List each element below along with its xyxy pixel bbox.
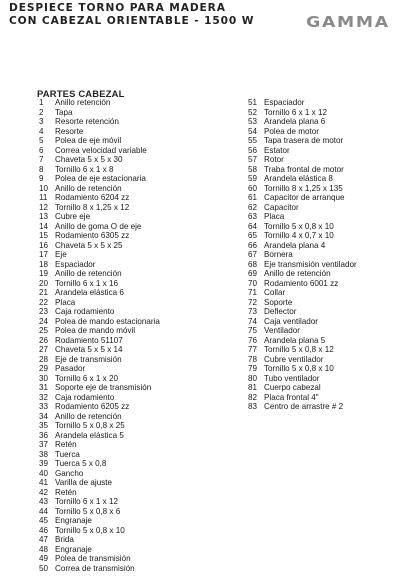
part-item — [248, 136, 398, 146]
part-name: Tapa trasera de motor — [264, 136, 344, 145]
part-number: 80 — [248, 373, 258, 383]
part-name: Collar — [264, 288, 286, 297]
part-number: 43 — [39, 497, 49, 506]
part-name: Tuerca — [55, 449, 80, 459]
part-number: 82 — [248, 392, 258, 402]
part-number: 15 — [39, 231, 49, 240]
part-item — [39, 174, 234, 184]
part-name: Rodamiento 6204 zz — [55, 193, 130, 202]
part-name: Correa de transmisión — [55, 563, 135, 573]
part-item — [248, 355, 398, 365]
part-number: 24 — [39, 316, 49, 326]
part-number: 21 — [39, 288, 49, 297]
part-item — [39, 231, 234, 241]
part-number: 12 — [39, 202, 49, 212]
part-item — [39, 545, 234, 555]
part-name: Anillo de retención — [55, 183, 122, 193]
part-name: Rodamiento 51107 — [55, 335, 123, 345]
part-name: Arandela plana 6 — [264, 117, 326, 126]
parts-list-left — [39, 98, 234, 573]
part-item — [248, 374, 398, 384]
part-item — [248, 127, 398, 137]
part-item — [248, 98, 398, 108]
part-item — [39, 317, 234, 327]
part-item — [39, 165, 234, 175]
part-number: 17 — [39, 250, 49, 259]
part-name: Pasador — [55, 364, 86, 373]
part-item — [39, 402, 234, 412]
part-number: 7 — [39, 155, 44, 164]
part-number: 4 — [39, 126, 44, 136]
part-name: Resorte retención — [55, 117, 119, 126]
part-number: 49 — [39, 554, 49, 563]
part-number: 74 — [248, 316, 258, 326]
part-item — [248, 203, 398, 213]
part-name: Centro de arrastre # 2 — [264, 402, 344, 411]
part-item — [39, 516, 234, 526]
part-item — [39, 241, 234, 251]
part-name: Tornillo 5 x 0,8 x 25 — [55, 421, 125, 430]
part-item — [248, 222, 398, 232]
part-number: 30 — [39, 373, 49, 383]
part-number: 55 — [248, 136, 258, 145]
part-number: 3 — [39, 117, 44, 126]
part-number: 45 — [39, 516, 49, 525]
part-name: Rotor — [264, 155, 284, 164]
part-item — [248, 193, 398, 203]
part-number: 57 — [248, 155, 258, 164]
part-name: Cubre ventilador — [264, 354, 324, 364]
part-name: Tornillo 8 x 1,25 x 12 — [55, 202, 130, 212]
part-number: 28 — [39, 354, 49, 364]
part-name: Espaciador — [264, 98, 305, 107]
part-name: Cuerpo cabezal — [264, 383, 321, 392]
part-name: Tuerca 5 x 0,8 — [55, 459, 107, 468]
part-number: 72 — [248, 297, 258, 307]
part-name: Placa frontal 4" — [264, 392, 319, 402]
part-item — [39, 298, 234, 308]
part-item — [248, 174, 398, 184]
part-number: 6 — [39, 145, 44, 155]
part-number: 79 — [248, 364, 258, 373]
part-item — [39, 507, 234, 517]
part-number: 76 — [248, 335, 258, 345]
part-item — [39, 212, 234, 222]
part-number: 44 — [39, 506, 49, 516]
part-name: Soporte eje de transmisión — [55, 383, 152, 392]
part-item — [39, 383, 234, 393]
part-name: Tornillo 6 x 1 x 16 — [55, 278, 118, 288]
part-number: 2 — [39, 107, 44, 117]
part-name: Tornillo 5 x 0,8 x 10 — [264, 221, 334, 231]
part-item — [39, 450, 234, 460]
part-item — [39, 374, 234, 384]
part-item — [248, 383, 398, 393]
part-name: Tornillo 4 x 0,7 x 10 — [264, 231, 334, 240]
part-number: 22 — [39, 297, 49, 307]
part-name: Anillo de retención — [55, 411, 122, 421]
part-number: 11 — [39, 193, 48, 202]
part-number: 40 — [39, 468, 49, 478]
part-item — [39, 136, 234, 146]
part-name: Retén — [55, 487, 77, 497]
part-item — [248, 155, 398, 165]
part-item — [248, 364, 398, 374]
part-name: Deflector — [264, 307, 297, 316]
part-number: 5 — [39, 136, 44, 145]
part-item — [248, 402, 398, 412]
part-name: Eje — [55, 250, 67, 259]
part-item — [248, 165, 398, 175]
part-name: Tornillo 6 x 1 x 12 — [55, 497, 118, 506]
part-name: Caja rodamiento — [55, 307, 115, 316]
part-item — [39, 478, 234, 488]
part-name: Chaveta 5 x 5 x 30 — [55, 155, 123, 164]
part-name: Tornillo 8 x 1,25 x 135 — [264, 183, 343, 193]
part-name: Arandela elástica 5 — [55, 430, 124, 440]
part-name: Rodamiento 6001 zz — [264, 278, 339, 288]
part-number: 65 — [248, 231, 258, 240]
brand-logo — [306, 13, 390, 31]
part-item — [248, 269, 398, 279]
part-item — [248, 231, 398, 241]
part-name: Placa — [55, 297, 76, 307]
part-number: 37 — [39, 440, 49, 449]
part-number: 69 — [248, 269, 258, 278]
part-item — [39, 336, 234, 346]
part-number: 1 — [39, 98, 44, 107]
part-number: 26 — [39, 335, 49, 345]
part-item — [248, 317, 398, 327]
part-item — [248, 307, 398, 317]
part-item — [248, 146, 398, 156]
part-name: Anillo de goma O de eje — [55, 221, 142, 231]
part-number: 42 — [39, 487, 49, 497]
part-name: Tubo ventilador — [264, 373, 320, 383]
part-number: 81 — [248, 383, 258, 392]
part-item — [248, 345, 398, 355]
part-name: Tornillo 5 x 0,8 x 6 — [55, 506, 121, 516]
part-number: 51 — [248, 98, 258, 107]
part-item — [39, 127, 234, 137]
part-name: Brida — [55, 535, 74, 544]
part-number: 38 — [39, 449, 49, 459]
part-item — [39, 108, 234, 118]
part-item — [39, 326, 234, 336]
part-name: Bornera — [264, 250, 293, 259]
part-number: 68 — [248, 259, 258, 269]
part-name: Tornillo 6 x 1 x 20 — [55, 373, 118, 383]
part-item — [248, 393, 398, 403]
part-item — [39, 364, 234, 374]
part-name: Engranaje — [55, 516, 92, 525]
part-item — [39, 193, 234, 203]
part-name: Eje transmisión ventilador — [264, 259, 357, 269]
part-name: Tornillo 5 x 0,8 x 10 — [55, 525, 125, 535]
part-number: 23 — [39, 307, 49, 316]
part-number: 34 — [39, 411, 49, 421]
part-name: Caja ventilador — [264, 316, 318, 326]
part-item — [39, 355, 234, 365]
part-name: Ventilador — [264, 326, 300, 335]
part-number: 39 — [39, 459, 49, 468]
part-item — [248, 212, 398, 222]
part-item — [39, 260, 234, 270]
part-number: 73 — [248, 307, 258, 316]
part-name: Anillo de retención — [55, 269, 122, 278]
part-item — [248, 117, 398, 127]
part-number: 47 — [39, 535, 49, 544]
part-name: Polea de transmisión — [55, 554, 131, 563]
part-name: Polea de mando estacionaria — [55, 316, 160, 326]
part-item — [248, 279, 398, 289]
part-name: Tapa — [55, 107, 73, 117]
part-number: 71 — [248, 288, 258, 297]
part-item — [39, 307, 234, 317]
part-name: Resorte — [55, 126, 84, 136]
part-name: Polea de motor — [264, 126, 319, 136]
part-item — [248, 241, 398, 251]
part-item — [39, 117, 234, 127]
part-name: Chaveta 5 x 5 x 14 — [55, 345, 123, 354]
part-name: Anillo retención — [55, 98, 111, 107]
part-name: Caja rodamiento — [55, 392, 115, 402]
part-number: 52 — [248, 107, 258, 117]
part-item — [39, 535, 234, 545]
part-item — [248, 184, 398, 194]
part-number: 60 — [248, 183, 258, 193]
part-name: Rodamiento 6305 zz — [55, 231, 130, 240]
title-line-1: DESPIECE TORNO PARA MADERA — [9, 2, 226, 14]
part-item — [39, 222, 234, 232]
part-number: 18 — [39, 259, 49, 269]
part-number: 58 — [248, 164, 258, 174]
part-item — [248, 326, 398, 336]
part-item — [39, 269, 234, 279]
part-name: Engranaje — [55, 544, 92, 554]
part-name: Placa — [264, 212, 285, 221]
part-number: 56 — [248, 145, 258, 155]
part-number: 78 — [248, 354, 258, 364]
part-number: 77 — [248, 345, 258, 354]
part-item — [39, 203, 234, 213]
part-number: 75 — [248, 326, 258, 335]
part-number: 62 — [248, 202, 258, 212]
part-name: Arandela elástica 8 — [264, 174, 333, 183]
part-number: 61 — [248, 193, 258, 202]
part-item — [39, 250, 234, 260]
part-number: 64 — [248, 221, 258, 231]
part-item — [39, 554, 234, 564]
part-number: 70 — [248, 278, 258, 288]
part-number: 66 — [248, 240, 258, 250]
part-number: 20 — [39, 278, 49, 288]
part-name: Capacitor — [264, 202, 299, 212]
part-item — [39, 440, 234, 450]
part-item — [39, 459, 234, 469]
part-item — [39, 497, 234, 507]
part-item — [39, 98, 234, 108]
part-name: Retén — [55, 440, 77, 449]
part-number: 16 — [39, 240, 49, 250]
part-item — [39, 288, 234, 298]
part-name: Espaciador — [55, 259, 96, 269]
part-number: 35 — [39, 421, 49, 430]
part-name: Chaveta 5 x 5 x 25 — [55, 240, 123, 250]
part-number: 67 — [248, 250, 258, 259]
part-number: 10 — [39, 183, 49, 193]
part-name: Estator — [264, 145, 290, 155]
part-item — [39, 421, 234, 431]
part-name: Tornillo 5 x 0,8 x 10 — [264, 364, 334, 373]
part-name: Tornillo 5 x 0,8 x 12 — [264, 345, 334, 354]
title-line-2: CON CABEZAL ORIENTABLE - 1500 W — [9, 15, 255, 27]
part-item — [39, 564, 234, 574]
part-number: 33 — [39, 402, 49, 411]
part-number: 32 — [39, 392, 49, 402]
part-number: 83 — [248, 402, 258, 411]
brand-logo-text: GAMMA — [306, 13, 390, 31]
part-number: 63 — [248, 212, 258, 221]
part-item — [39, 146, 234, 156]
part-item — [39, 345, 234, 355]
part-name: Anillo de retención — [264, 269, 331, 278]
part-name: Arandela elástica 6 — [55, 288, 124, 297]
part-number: 25 — [39, 326, 49, 335]
part-item — [39, 526, 234, 536]
part-item — [39, 469, 234, 479]
part-item — [39, 393, 234, 403]
part-name: Varilla de ajuste — [55, 478, 112, 487]
part-name: Polea de eje estacionaria — [55, 174, 146, 183]
part-name: Polea de eje móvil — [55, 136, 122, 145]
part-item — [39, 155, 234, 165]
part-name: Gancho — [55, 468, 84, 478]
part-name: Traba frontal de motor — [264, 164, 344, 174]
part-number: 27 — [39, 345, 49, 354]
part-name: Arandela plana 4 — [264, 240, 326, 250]
document-header — [9, 2, 393, 42]
part-number: 54 — [248, 126, 258, 136]
part-number: 50 — [39, 563, 49, 573]
part-item — [248, 288, 398, 298]
part-item — [248, 250, 398, 260]
part-number: 19 — [39, 269, 49, 278]
part-number: 36 — [39, 430, 49, 440]
part-name: Rodamiento 6205 zz — [55, 402, 130, 411]
part-name: Tornillo 6 x 1 x 8 — [55, 164, 114, 174]
part-item — [248, 260, 398, 270]
part-number: 8 — [39, 164, 44, 174]
part-item — [248, 298, 398, 308]
part-number: 53 — [248, 117, 258, 126]
part-number: 29 — [39, 364, 49, 373]
part-item — [39, 279, 234, 289]
part-number: 41 — [39, 478, 49, 487]
part-name: Soporte — [264, 297, 293, 307]
section-title: PARTES CABEZAL — [37, 88, 125, 99]
part-name: Tornillo 6 x 1 x 12 — [264, 107, 327, 117]
part-item — [39, 431, 234, 441]
parts-list-right — [248, 98, 398, 412]
part-item — [39, 412, 234, 422]
part-name: Cubre eje — [55, 212, 91, 221]
part-item — [39, 184, 234, 194]
part-name: Capacitor de arranque — [264, 193, 345, 202]
part-number: 48 — [39, 544, 49, 554]
part-number: 31 — [39, 383, 49, 392]
part-name: Arandela plana 5 — [264, 335, 326, 345]
part-number: 14 — [39, 221, 49, 231]
part-item — [248, 108, 398, 118]
part-item — [248, 336, 398, 346]
part-number: 59 — [248, 174, 258, 183]
part-number: 46 — [39, 525, 49, 535]
part-name: Eje de transmisión — [55, 354, 122, 364]
part-item — [39, 488, 234, 498]
part-number: 13 — [39, 212, 49, 221]
part-name: Polea de mando móvil — [55, 326, 136, 335]
part-name: Correa velocidad variable — [55, 145, 147, 155]
part-number: 9 — [39, 174, 44, 183]
